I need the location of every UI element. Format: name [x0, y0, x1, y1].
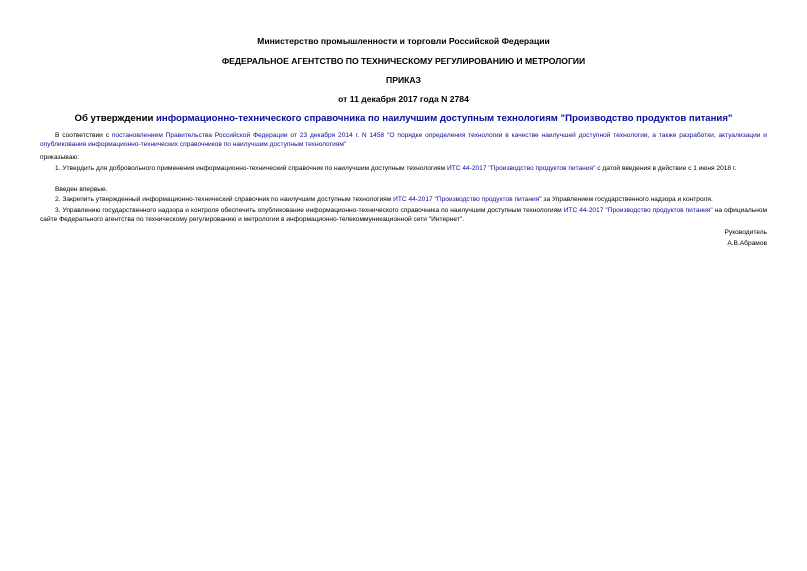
- item-2-text: 2. Закрепить утвержденный информационно-технический справочник по наилучшим доступным технологиям: [55, 196, 394, 203]
- signature-name: А.В.Абрамов: [727, 240, 767, 247]
- item-1-its-link[interactable]: ИТС 44-2017 "Производство продуктов питания": [446, 165, 596, 172]
- signature-position: Руководитель: [724, 229, 767, 236]
- ministry-heading: Министерство промышленности и торговли Российской Федерации: [257, 36, 550, 46]
- order-title: [0, 113, 807, 124]
- order-title-link[interactable]: информационно-технического справочника по наилучшим доступным технологиям "Производство продуктов питания": [156, 113, 733, 124]
- item-2-title-link[interactable]: Производство продуктов питания: [436, 196, 540, 203]
- item-3-text: 3. Управлению государственного надзора и контроля обеспечить опубликование информационно-технического справочника по наилучшим доступным технологиям: [55, 207, 564, 214]
- item-3-its-link[interactable]: ИТС 44-2017 "Производство продуктов питания": [563, 207, 713, 214]
- date-number-heading: от 11 декабря 2017 года N 2784: [338, 94, 469, 104]
- item-2-its-link[interactable]: ИТС 44-2017: [393, 196, 433, 203]
- item-3-end: на официальном сайте Федерального агентства по техническому регулированию и метрологии в информационно-телекоммуникационной сети "Интернет".: [40, 207, 767, 223]
- item-3-paragraph: [40, 207, 767, 224]
- item-1-text: 1. Утвердить для добровольного применения информационно-технический справочник по наилучшим доступным технологиям: [55, 165, 447, 172]
- orders-paragraph: приказываю:: [40, 154, 80, 161]
- agency-heading: ФЕДЕРАЛЬНОЕ АГЕНТСТВО ПО ТЕХНИЧЕСКОМУ РЕГУЛИРОВАНИЮ И МЕТРОЛОГИИ: [221, 56, 586, 66]
- item-1-paragraph: [40, 165, 767, 174]
- item-2-quote-open: ": [432, 196, 437, 203]
- order-title-prefix: Об утверждении: [74, 113, 157, 124]
- introduced-note: Введен впервые.: [55, 186, 108, 193]
- intro-paragraph: [40, 132, 767, 149]
- doc-type-heading: ПРИКАЗ: [386, 75, 421, 85]
- item-1-end: с датой введения в действие с 1 июня 2018 г.: [595, 165, 737, 172]
- intro-text: В соответствии с: [55, 132, 112, 139]
- government-decree-link[interactable]: постановлением Правительства Российской Федерации от 23 декабря 2014 г. N 1458 "О порядке определения технологии в качестве наилучшей доступной технологии, а также разработки, актуализации и опубликования информационно-технических справочников по наилучшим доступным технологиям": [40, 132, 767, 148]
- item-2-paragraph: [40, 196, 767, 205]
- item-2-end: " за Управлением государственного надзора и контроля.: [539, 196, 713, 203]
